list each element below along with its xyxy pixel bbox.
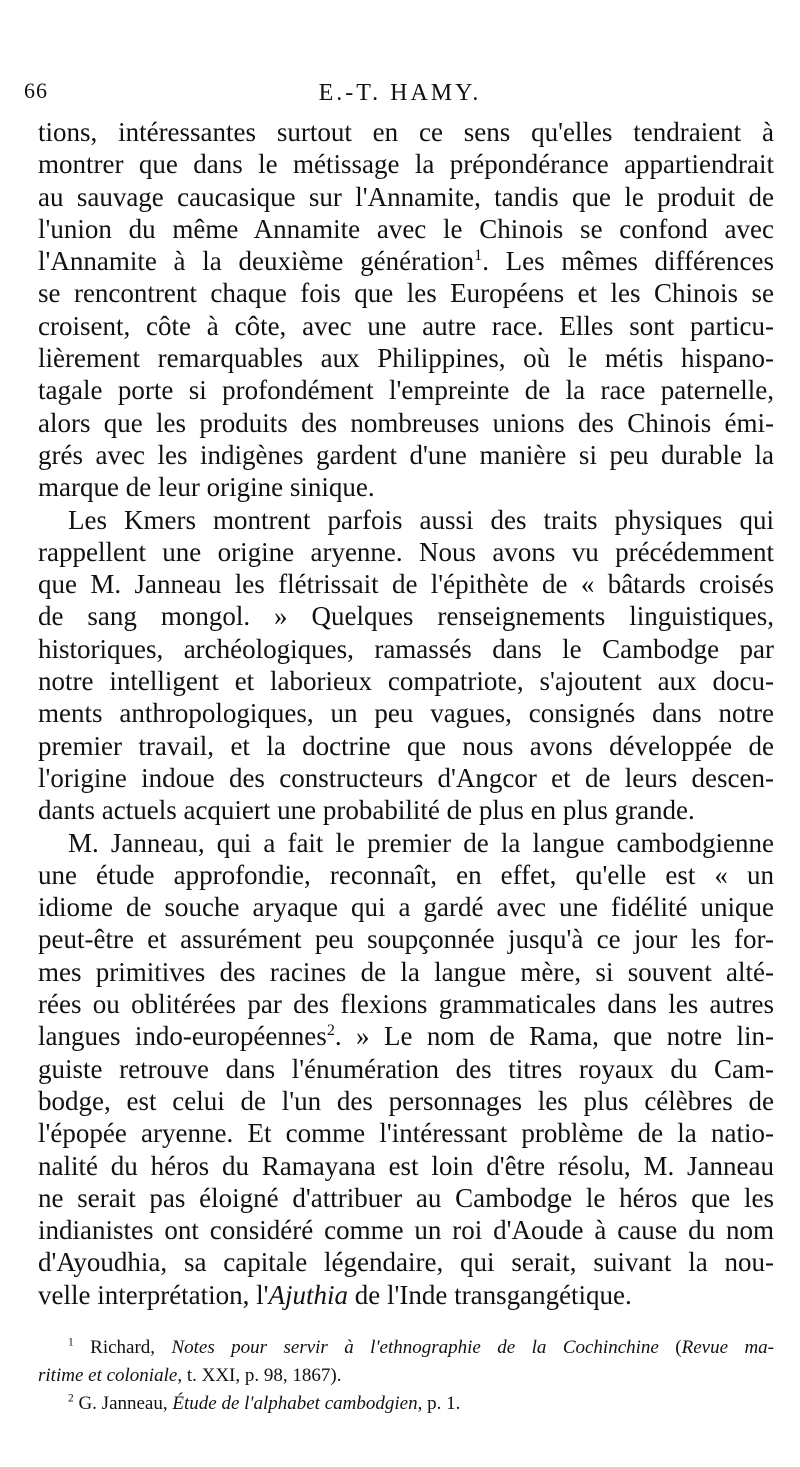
text-line (38, 245, 774, 277)
footnote-author: Richard, (90, 1337, 172, 1358)
text-line: tagale porte si profondément l'empreinte de la race paternelle, (38, 375, 774, 406)
text-line: lièrement remarquables aux Philippines, où le métis hispano- (38, 343, 774, 374)
footnote-title: Étude de l'alphabet cambodgien (172, 1393, 418, 1414)
text-line: une étude approfondie, reconnaît, en effet, qu'elle est « un (38, 859, 774, 890)
text-line: guiste retrouve dans l'énumération des titres royaux du Cam- (38, 1053, 774, 1084)
text-segment: l'Annamite à la deuxième génération (38, 246, 475, 277)
footnotes (38, 1334, 774, 1418)
text-line: mes primitives des racines de la langue mère, si souvent alté- (38, 956, 774, 987)
text-line: ments anthropologiques, un peu vagues, consignés dans notre (38, 698, 774, 729)
text-line: rappellent une origine aryenne. Nous avons vu précédemment (38, 536, 774, 567)
text-line: notre intelligent et laborieux compatriote, s'ajoutent aux docu- (38, 666, 774, 697)
footnote-mark: 2 (68, 1392, 74, 1405)
running-head: E.-T. HAMY. (318, 80, 482, 106)
footnote-title: Notes pour servir à l'ethnographie de la Cochinchine (171, 1337, 659, 1358)
text-line: l'union du même Annamite avec le Chinois se confond avec (38, 213, 774, 244)
text-line: que M. Janneau les flétrissait de l'épithète de « bâtards croisés (38, 569, 774, 600)
text-line: alors que les produits des nombreuses unions des Chinois émi- (38, 407, 774, 438)
text-line: de sang mongol. » Quelques renseignements linguistiques, (38, 601, 774, 632)
text-line: d'Ayoudhia, sa capitale légendaire, qui serait, suivant la nou- (38, 1247, 774, 1278)
text-line: marque de leur origine sinique. (38, 472, 375, 503)
text-line: peut-être et assurément peu soupçonnée jusqu'à ce jour les for- (38, 924, 774, 955)
footnote-author: G. Janneau, (78, 1393, 173, 1414)
footnote-journal: Revue ma- (681, 1337, 775, 1358)
text-line: l'épopée aryenne. Et comme l'intéressant problème de la natio- (38, 1118, 774, 1149)
text-line: nalité du héros du Ramayana est loin d'être résolu, M. Janneau (38, 1150, 774, 1181)
footnote-text: ( (658, 1337, 682, 1358)
text-segment: . » Le nom de Rama, que notre lin- (334, 1021, 774, 1052)
text-line: idiome de souche aryaque qui a gardé avec une fidélité unique (38, 892, 774, 923)
text-line: croisent, côte à côte, avec une autre race. Elles sont particu- (38, 310, 774, 341)
text-segment: . Les mêmes différences (482, 246, 774, 277)
text-line: au sauvage caucasique sur l'Annamite, tandis que le produit de (38, 181, 774, 212)
footnote-ref: 1 (474, 246, 483, 265)
body-text (38, 116, 774, 1311)
footnote-2 (38, 1390, 774, 1418)
text-line (38, 1020, 774, 1052)
text-segment: langues indo-européennes (38, 1021, 327, 1052)
text-line: grés avec les indigènes gardent d'une manière si peu durable la (38, 439, 774, 470)
text-line: l'origine indoue des constructeurs d'Angcor et de leurs descen- (38, 762, 774, 793)
footnote-text: , p. 1. (417, 1393, 461, 1414)
page-number: 66 (24, 78, 48, 103)
text-line: ne serait pas éloigné d'attribuer au Cambodge le héros que les (38, 1182, 774, 1213)
emphasis: Ajuthia (268, 1279, 349, 1310)
text-line: M. Janneau, qui a fait le premier de la langue cambodgienne (68, 827, 774, 858)
footnote-mark: 1 (68, 1336, 74, 1349)
footnote-1 (38, 1334, 774, 1362)
text-line: bodge, est celui de l'un des personnages les plus célèbres de (38, 1085, 774, 1116)
text-line: montrer que dans le métissage la prépondérance appartiendrait (38, 149, 774, 180)
text-line: premier travail, et la doctrine que nous avons développée de (38, 730, 774, 761)
footnote-journal: ritime et coloniale (38, 1365, 178, 1386)
text-line: historiques, archéologiques, ramassés dans le Cambodge par (38, 633, 774, 664)
text-segment: velle interprétation, l' (38, 1279, 269, 1310)
text-segment: de l'Inde transgangétique. (348, 1279, 632, 1310)
text-line: rées ou oblitérées par des flexions grammaticales dans les autres (38, 989, 774, 1020)
text-line (38, 1279, 774, 1311)
text-line: dants actuels acquiert une probabilité de plus en plus grande. (38, 795, 695, 826)
footnote-text: , t. XXI, p. 98, 1867). (177, 1365, 342, 1386)
footnote-1-continued (38, 1362, 774, 1390)
text-line: Les Kmers montrent parfois aussi des traits physiques qui (68, 504, 774, 535)
text-line: tions, intéressantes surtout en ce sens qu'elles tendraient à (38, 117, 774, 147)
text-line: indianistes ont considéré comme un roi d'Aoude à cause du nom (38, 1215, 774, 1246)
text-line: se rencontrent chaque fois que les Européens et les Chinois se (38, 278, 774, 309)
footnote-ref: 2 (326, 1021, 335, 1040)
